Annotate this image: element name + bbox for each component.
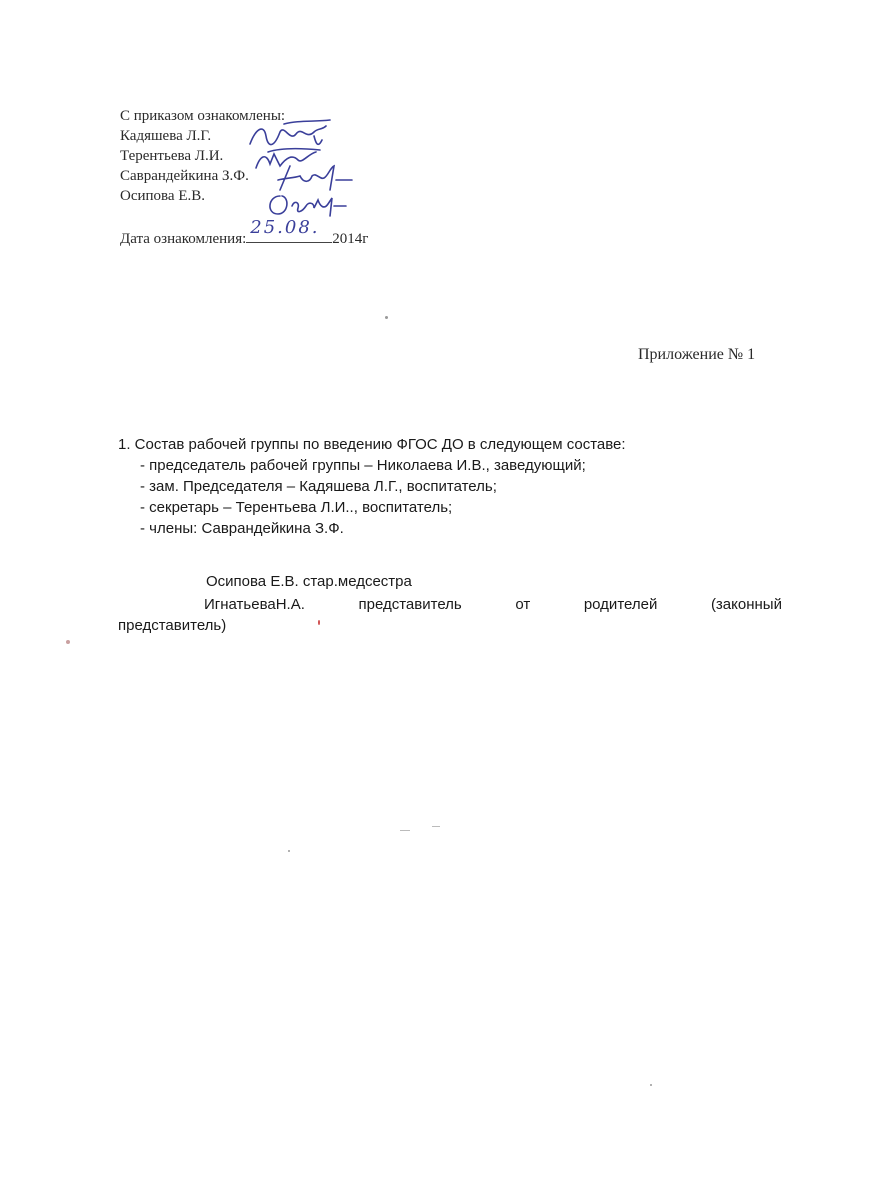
member-ignatieva-word-5: (законный (710, 596, 782, 613)
scan-speck (288, 850, 290, 852)
composition-item-secretary: - секретарь – Терентьева Л.И.., воспитатель; (140, 499, 453, 516)
scan-speck (66, 640, 70, 644)
composition-item-members: - члены: Саврандейкина З.Ф. (140, 520, 344, 537)
scan-speck (318, 620, 320, 625)
ack-person-4: Осипова Е.В. (120, 188, 206, 204)
ack-person-3: Саврандейкина З.Ф. (120, 168, 249, 184)
ack-person-1: Кадяшева Л.Г. (120, 128, 212, 144)
composition-item-deputy: - зам. Председателя – Кадяшева Л.Г., воспитатель; (140, 478, 497, 495)
scan-speck (385, 316, 388, 319)
acknowledgement-heading: С приказом ознакомлены: (120, 108, 286, 124)
scan-speck (400, 830, 410, 831)
composition-item-chair: - председатель рабочей группы – Николаева И.В., заведующий; (140, 457, 586, 474)
ack-person-2: Терентьева Л.И. (120, 148, 224, 164)
date-fill-line (246, 217, 332, 243)
member-ignatieva-word-3: от (515, 596, 531, 613)
acknowledgement-date-line (120, 217, 369, 249)
member-ignatieva-line-1 (118, 594, 782, 615)
member-ignatieva-line-2: представитель) (118, 617, 227, 634)
composition-heading: 1. Состав рабочей группы по введению ФГОС ДО в следующем составе: (118, 436, 626, 453)
scan-speck (432, 826, 440, 827)
date-year: 2014г (332, 231, 369, 247)
member-ignatieva-word-1: ИгнатьеваН.А. (204, 596, 305, 613)
working-group-composition (118, 434, 790, 539)
member-ignatieva-word-2: представитель (358, 596, 462, 613)
date-handwritten: 25.08. (250, 217, 320, 238)
member-ignatieva-word-4: родителей (583, 596, 658, 613)
scan-speck (650, 1084, 652, 1086)
member-osipova: Осипова Е.В. стар.медсестра (206, 573, 412, 590)
member-ignatieva (118, 594, 782, 636)
date-label: Дата ознакомления: (120, 231, 247, 247)
annex-label: Приложение № 1 (638, 346, 756, 363)
